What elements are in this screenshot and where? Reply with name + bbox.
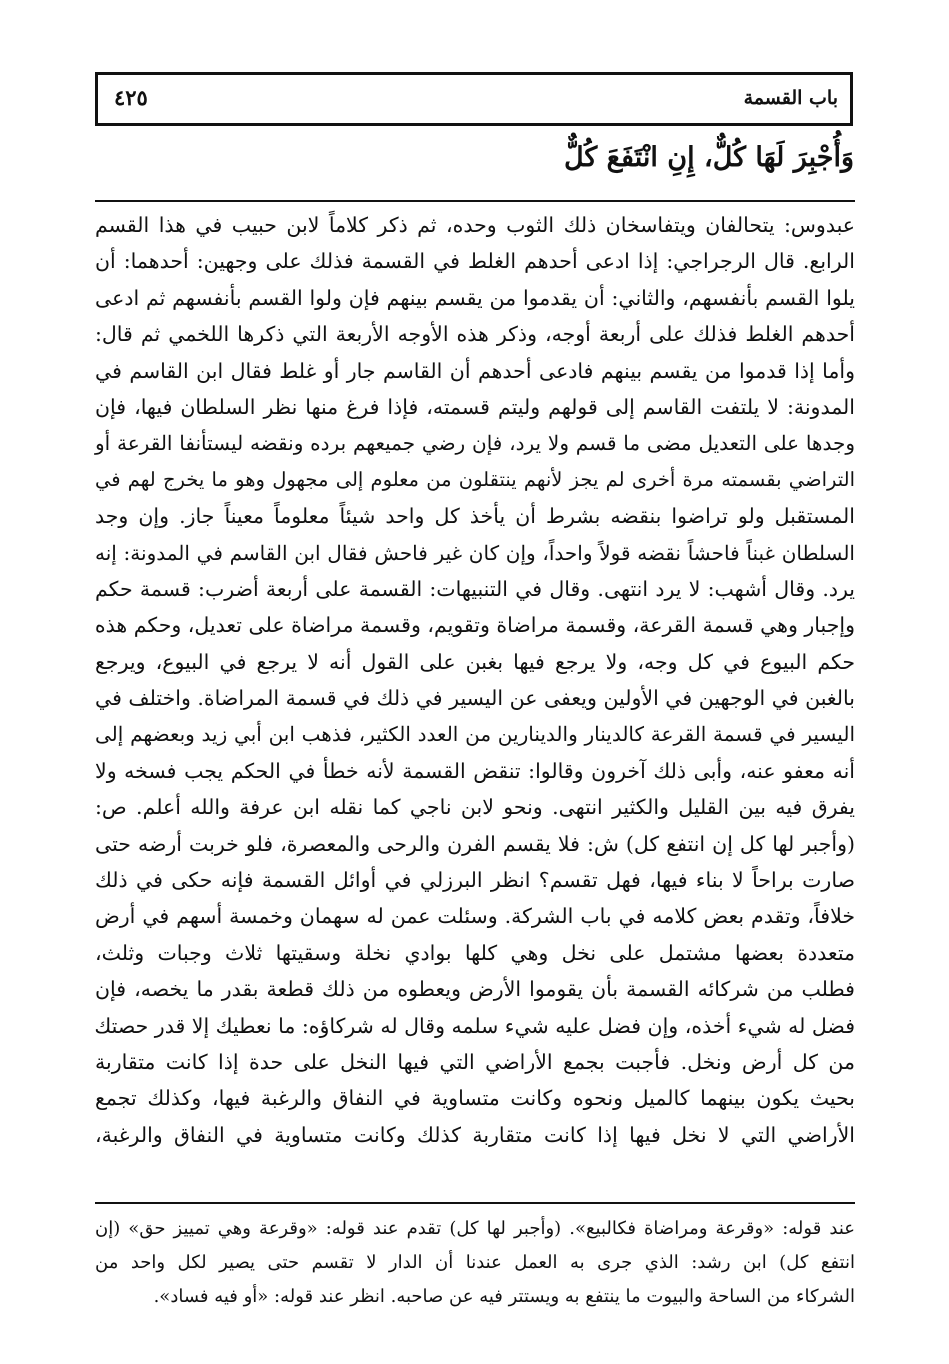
footnote-line: انتفع كل) ابن رشد: الذي جرى به العمل عندنا أن الدار لا تقسم حتى يصير لكل واحد من: [95, 1252, 855, 1273]
body-line: بالغبن في الوجهين في الأولين ويعفى عن اليسير في ذلك في قسمة المراضاة. واختلف في: [95, 686, 855, 711]
chapter-title: باب القسمة: [743, 87, 838, 109]
body-line: المدونة: لا يلتفت القاسم إلى قولهم وليتم قسمته، فإذا فرغ منها نظر السلطان فيها، فإن: [95, 394, 855, 419]
body-line: اليسير في قسمة القرعة كالدينار والدينارين من العدد الكثير، فذهب ابن أبي زيد وبعضهم إلى: [95, 722, 855, 747]
body-line: يلوا القسم بأنفسهم، والثاني: أن يقدموا من يقسم بينهم فإن ولوا القسم بأنفسهم ثم ادعى: [95, 285, 855, 310]
body-line: متعددة بعضها مشتمل على نخل وهي كلها بوادي نخلة وسقيتها ثلاث وجبات وثلث،: [95, 940, 855, 965]
running-header: [95, 72, 853, 126]
matn-heading: وَأُجْبِرَ لَهَا كُلٌّ، إِنِ انْتَفَعَ كُلٌّ: [563, 142, 854, 173]
body-line: يفرق فيه بين القليل والكثير انتهى. ونحو لابن ناجي كما نقله ابن عرفة والله أعلم. ص:: [95, 795, 855, 820]
body-line: أحدهم الغلط فذلك على أربعة أوجه، وذكر هذه الأوجه الأربعة التي ذكرها اللخمي ثم قال:: [95, 322, 855, 347]
page-number: ٤٢٥: [114, 85, 148, 110]
body-line: المستقبل ولو تراضوا بنقضه بشرط أن يأخذ كل واحد شيئاً معلوماً معيناً جاز. وإن وجد: [95, 504, 855, 529]
body-line: حكم البيوع في كل وجه، ولا يرجع فيها بغبن على القول أنه لا يرجع في البيوع، ويرجع: [95, 649, 855, 674]
footnote-line: عند قوله: «وقرعة ومراضاة فكالبيع». (وأجبر لها كل) تقدم عند قوله: «وقرعة وهي تمييز حق» (إن: [95, 1218, 855, 1239]
footnote-line: الشركاء من الساحة والبيوت ما ينتفع به ويستتر فيه عن صاحبه. انظر عند قوله: «أو فيه فساد».: [153, 1286, 855, 1307]
body-line: أنه معفو عنه، وأبى ذلك آخرون وقالوا: تنقض القسمة لأنه خطأ في الحكم يجب فسخه ولا: [95, 758, 855, 783]
body-line: السلطان غبناً فاحشاً نقضه قولاً واحداً، وإن كان غير فاحش فقال ابن القاسم في المدونة: إنه: [95, 540, 855, 565]
body-line: خلافاً، وتقدم بعض كلامه في باب الشركة. وسئلت عمن له سهمان وخمسة أسهم في أرض: [95, 904, 855, 929]
body-line: عبدوس: يتحالفان ويتفاسخان ذلك الثوب وحده، ثم ذكر كلاماً لابن حبيب في هذا القسم: [95, 213, 855, 237]
body-line: الأراضي التي لا نخل فيها إذا كانت متقاربة كذلك وكانت متساوية في النفاق والرغبة،: [95, 1122, 855, 1147]
body-line: التراضي بقسمته مرة أخرى لم يجز لأنهم ينتقلون من معلوم إلى مجهول وهو ما يخرج لهم في: [95, 467, 855, 491]
body-line: من كل أرض ونخل. فأجبت بجمع الأراضي التي فيها النخل على حدة إذا كانت متقاربة: [95, 1049, 855, 1074]
body-line: بحيث يكون بينهما كالميل ونحوه وكانت متساوية في النفاق والرغبة فيها، وكذلك تجمع: [95, 1086, 855, 1111]
body-line: وإجبار وهي قسمة القرعة، وقسمة مراضاة وتقويم، وقسمة مراضاة على تعديل، وحكم هذه: [94, 613, 855, 638]
footnote-divider: [95, 1202, 855, 1204]
body-line: (وأجبر لها كل إن انتفع كل) ش: فلا يقسم الفرن والرحى والمعصرة، فلو خربت أرضه حتى: [95, 831, 855, 856]
body-line: وجدها على التعديل مضى ما قسم ولا يرد، فإن رضي جميعهم برده ونقضه ليستأنفا القرعة أو: [95, 431, 855, 456]
body-line: يرد. وقال أشهب: لا يرد انتهى. وقال في التنبيهات: القسمة على أربعة أضرب: قسمة حكم: [95, 576, 855, 601]
footnotes: [95, 1212, 855, 1314]
body-line: صارت براحاً لا بناء فيها، فهل تقسم؟ انظر البرزلي في أوائل القسمة فإنه حكى في ذلك: [95, 868, 855, 893]
body-line: وأما إذا قدموا من يقسم بينهم فادعى أحدهم أن القاسم جار أو غلط فقال ابن القاسم في: [95, 358, 855, 383]
top-divider: [95, 200, 855, 202]
commentary-body: [95, 207, 855, 1153]
body-line: الرابع. قال الرجراجي: إذا ادعى أحدهم الغلط في القسمة فذلك على وجهين: أحدهما: أن: [95, 249, 855, 274]
body-line: فطلب من شركائه القسمة بأن يقوموا الأرض ويعطوه من ذلك قطعة بقدر ما يخصه، فإن: [95, 977, 855, 1002]
body-line: فضل له شيء أخذه، وإن فضل عليه شيء سلمه وقال له شركاؤه: ما نعطيك إلا قدر حصتك: [94, 1013, 855, 1038]
